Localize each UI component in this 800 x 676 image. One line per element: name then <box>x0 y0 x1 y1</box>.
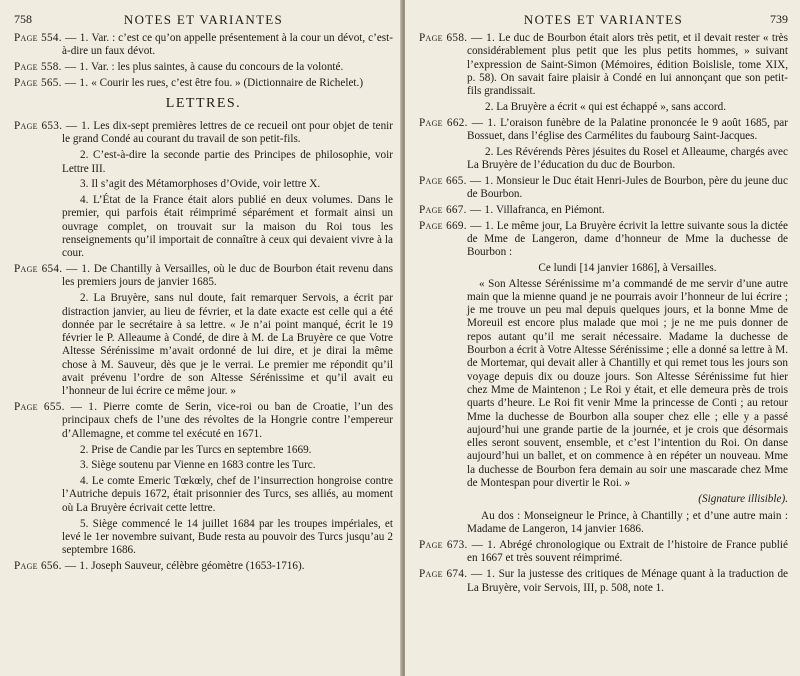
sub-note: 2. La Bruyère a écrit « qui est échappé », sans accord. <box>485 100 727 113</box>
letter-dateline: Ce lundi [14 janvier 1686], à Versailles. <box>538 262 717 275</box>
sub-note: 2. La Bruyère, sans nul doute, fait remarquer Servois, a écrit par distraction janvier, au lieu de février, et la date exacte est celle qui a été donnée par le secrétaire à sa lettre. « Je n’ai point manqué, écrit le 19 février le P. Alleaume à Condé, de dire à M. de La Bruyère ce que Votre Altesse Sérénissime m’avait ordonné de lui dire, et je dirai la même chose à M. Sauveur, dès que je le verrai. Le premier me répondit qu’il avait prévenu l’ordre de son Altesse Sérénissime et qu’il avait eu l’honneur de lui écrire ce même jour. » <box>62 292 393 398</box>
note-text: Le duc de Bourbon était alors très petit, et il devait rester « très considérablement plus petit que les plus petits hommes, » suivant l’expression de Saint-Simon (Mémoires, édition Boislisle, tome XIX, p. 58). On savait faire plaisir à Condé en lui annonçant que son petit-fils grandissait. <box>467 32 788 98</box>
note-reference: Page 665. — 1. <box>419 174 494 187</box>
sub-note: 4. Le comte Emeric Tœkœly, chef de l’insurrection hongroise contre l’Autriche depuis 1672, était prisonnier des Turcs, ses alliés, au moment où La Bruyère écrivait cette lettre. <box>62 475 393 514</box>
note-text: « Courir les rues, c’est être fou. » (Dictionnaire de Richelet.) <box>91 76 364 89</box>
sub-note: 5. Siège commencé le 14 juillet 1684 par les troupes impériales, et levé le 1er novembre suivant, Bude resta au pouvoir des Turcs jusqu’au 2 septembre 1686. <box>62 517 393 557</box>
note-reference: Page 653. — 1. <box>14 120 91 133</box>
note-text: Le même jour, La Bruyère écrivit la lettre suivante sous la dictée de Mme de Langeron, dame d’honneur de Mme la duchesse de Bourbon : <box>467 219 788 259</box>
sub-note: 2. Les Révérends Pères jésuites du Rosel et Alleaume, chargés avec La Bruyère de l’éducation du duc de Bourbon. <box>467 145 788 172</box>
note-entry <box>419 204 788 217</box>
letter-signature: (Signature illisible). <box>698 492 788 505</box>
note-text: Var. : les plus saintes, à cause du concours de la volonté. <box>91 61 344 74</box>
note-reference: Page 673. — 1. <box>419 539 497 552</box>
note-reference: Page 558. — 1. <box>14 61 89 74</box>
note-entry <box>419 175 788 202</box>
note-reference: Page 658. — 1. <box>419 32 496 44</box>
note-reference: Page 667. — 1. <box>419 204 494 217</box>
note-entry <box>419 539 788 566</box>
note-entry <box>14 61 393 74</box>
note-reference: Page 655. — 1. <box>14 401 98 414</box>
note-entry <box>14 120 393 147</box>
note-entry <box>419 220 788 260</box>
note-text: Monsieur le Duc était Henri-Jules de Bourbon, père du jeune duc de Bourbon. <box>467 174 788 201</box>
sub-note: 4. L’État de la France était alors publié en deux volumes. Dans le premier, qui parfois était réimprimé séparément et formait ainsi un ouvrage complet, on trouvait sur la maison du Roi tous les renseignements qu’il importait de connaître à ceux qui devaient vivre à la cour. <box>62 194 393 260</box>
page-number: 758 <box>14 12 32 26</box>
right-page <box>405 0 800 676</box>
sub-note: 2. C’est-à-dire la seconde partie des Principes de philosophie, voir Lettre III. <box>62 149 393 175</box>
note-text: Abrégé chronologique ou Extrait de l’histoire de France publié en 1667 et très souvent réimprimé. <box>467 539 788 565</box>
note-reference: Page 654. — 1. <box>14 263 91 276</box>
section-title: LETTRES. <box>165 96 242 112</box>
note-entry <box>419 117 788 144</box>
letter-address: Au dos : Monseigneur le Prince, à Chantilly ; et d’une autre main : Madame de Langeron, 14 janvier 1686. <box>467 510 788 536</box>
note-text: Pierre comte de Serin, vice-roi ou ban de Croatie, l’un des principaux chefs de l’une des révoltes de la Hongrie contre l’empereur d’Allemagne, et comme tel exécuté en 1671. <box>62 401 393 440</box>
left-page-header <box>14 8 393 32</box>
note-reference: Page 656. — 1. <box>14 559 89 572</box>
note-text: L’oraison funèbre de la Palatine prononcée le 9 août 1685, par Bossuet, dans l’église des Carmélites du faubourg Saint-Jacques. <box>467 116 788 143</box>
note-entry <box>419 568 788 595</box>
note-text: Joseph Sauveur, célèbre géomètre (1653-1716). <box>91 559 305 572</box>
note-entry <box>419 32 788 98</box>
note-entry <box>14 401 393 441</box>
note-entry <box>14 32 393 59</box>
sub-note: 3. Il s’agit des Métamorphoses d’Ovide, voir lettre X. <box>80 178 321 191</box>
running-head: NOTES ET VARIANTES <box>523 12 684 27</box>
note-reference: Page 669. — 1. <box>419 219 494 232</box>
note-entry <box>14 77 393 90</box>
note-text: Sur la justesse des critiques de Ménage quant à la traduction de La Bruyère, voir Servois, III, p. 508, note 1. <box>467 568 788 594</box>
right-page-header <box>419 8 788 32</box>
letter-quotation: « Son Altesse Sérénissime m’a commandé de me servir d’une autre main que la mienne quand je ne pourrais avoir l’honneur de lui écrire ; je me trouve un peu mal depuis quelques jours, et la bonne Mme de Moreuil est encore plus malade que moi ; je ne me puis donner de repos autant qu’il me serait nécessaire. Madame la duchesse de Bourbon a écrit à Votre Altesse Sérénissime ; elle a donné sa lettre à M. de Mortemar, qui devait aller à Chantilly et qui remet tous les jours son voyage depuis dix ou douze jours. Son Altesse Sérénissime fut hier chez Mme de Maintenon ; Le Roi y était, et elle demeura près de trois quarts d’heure. Le Roi fit venir Mme la princesse de Conti ; au retour Mme la duchesse de Bourbon alla souper chez elle ; elle y a passé aujourd’hui une grande partie de la journée, et je crois que désormais elles seront souvent, ensemble, et c’est l’intention du Roi. On danse aujourd’hui un ballet, et on commence à en répéter un nouveau. Mme la duchesse de Bourbon fera demain au soir une mascarade chez Mme de Montespan pour divertir le Roi. » <box>467 277 788 489</box>
running-head: NOTES ET VARIANTES <box>123 12 284 27</box>
note-text: De Chantilly à Versailles, où le duc de Bourbon était revenu dans les premiers jours de janvier 1685. <box>62 263 393 289</box>
note-text: Var. : c’est ce qu’on appelle présentement à la cour un dévot, c’est-à-dire un faux dévot. <box>62 32 393 58</box>
note-text: Villafranca, en Piémont. <box>496 204 605 217</box>
note-reference: Page 554. — 1. <box>14 32 89 44</box>
sub-note: 3. Siège soutenu par Vienne en 1683 contre les Turc. <box>80 459 316 472</box>
page-number: 739 <box>770 12 788 26</box>
sub-note: 2. Prise de Candie par les Turcs en septembre 1669. <box>80 443 312 456</box>
note-text: Les dix-sept premières lettres de ce recueil ont pour objet de tenir le grand Condé au courant du travail de son petit-fils. <box>62 120 394 146</box>
note-reference: Page 662. — 1. <box>419 116 497 129</box>
note-entry <box>14 560 393 573</box>
note-entry <box>14 263 393 290</box>
note-reference: Page 565. — 1. <box>14 76 89 89</box>
note-reference: Page 674. — 1. <box>419 568 496 581</box>
